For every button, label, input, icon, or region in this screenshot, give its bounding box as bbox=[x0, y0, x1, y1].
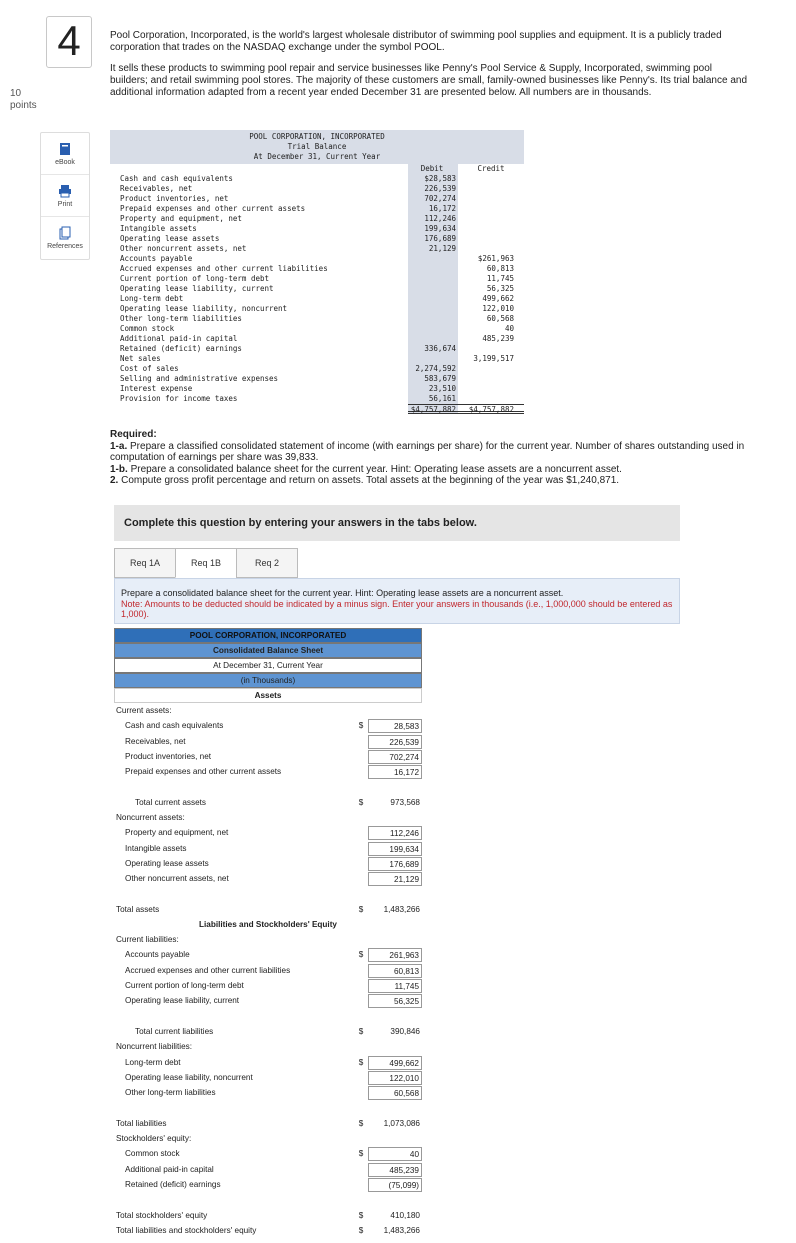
bs-row-total-current-liab bbox=[114, 1024, 422, 1039]
tb-credit: 60,813 bbox=[486, 264, 514, 273]
tb-row bbox=[110, 364, 524, 374]
tb-row bbox=[110, 294, 524, 304]
bs-title-statement: Consolidated Balance Sheet bbox=[114, 643, 422, 658]
bs-intangible-input[interactable]: 199,634 bbox=[368, 842, 422, 856]
bs-cash-input[interactable]: 28,583 bbox=[368, 719, 422, 733]
tb-credit bbox=[458, 234, 524, 244]
tb-account: Other long-term liabilities bbox=[120, 314, 242, 323]
bs-total-current-liab-label: Total current liabilities bbox=[135, 1026, 214, 1036]
tb-debit: 112,246 bbox=[408, 214, 458, 224]
required-1b bbox=[110, 464, 750, 476]
bs-oplnc-input[interactable]: 122,010 bbox=[368, 1071, 422, 1085]
bs-title-date: At December 31, Current Year bbox=[114, 658, 422, 673]
bs-total-assets-label: Total assets bbox=[116, 904, 160, 914]
bs-tcl-dollar: $ bbox=[358, 1026, 364, 1036]
print-icon bbox=[58, 184, 72, 198]
tb-title-date: At December 31, Current Year bbox=[253, 152, 381, 161]
bs-apic-input[interactable]: 485,239 bbox=[368, 1163, 422, 1177]
bs-receivables-input[interactable]: 226,539 bbox=[368, 735, 422, 749]
tb-debit bbox=[408, 284, 458, 294]
tb-account: Operating lease liability, noncurrent bbox=[120, 304, 288, 313]
tb-row bbox=[110, 184, 524, 194]
question-number: 4 bbox=[46, 16, 92, 68]
bs-total-current-assets-value: 973,568 bbox=[390, 797, 420, 807]
references-label: References bbox=[47, 243, 83, 250]
bs-cs-label[interactable]: Common stock bbox=[125, 1149, 180, 1159]
bs-row-cash bbox=[114, 718, 422, 733]
bs-row-total-se bbox=[114, 1208, 422, 1223]
bs-row-oplcur bbox=[114, 993, 422, 1008]
bs-tlse-dollar: $ bbox=[358, 1225, 364, 1235]
tb-credit: 499,662 bbox=[482, 294, 514, 303]
tb-account: Prepaid expenses and other current assets bbox=[120, 204, 306, 213]
tb-debit: 56,161 bbox=[408, 394, 458, 404]
required-section bbox=[110, 429, 750, 487]
points-value: 10 bbox=[10, 88, 22, 99]
bs-cpltd-label[interactable]: Current portion of long-term debt bbox=[125, 981, 244, 991]
required-1a bbox=[110, 441, 750, 464]
problem-text bbox=[110, 30, 750, 108]
bs-ltd-input[interactable]: 499,662 bbox=[368, 1056, 422, 1070]
bs-oplnc-label[interactable]: Operating lease liability, noncurrent bbox=[125, 1072, 253, 1082]
tb-credit bbox=[458, 194, 524, 204]
tb-debit bbox=[408, 264, 458, 274]
tb-credit bbox=[458, 244, 524, 254]
tb-total-credit: $4,757,882 bbox=[458, 404, 524, 414]
trial-balance bbox=[110, 130, 524, 414]
bs-row-ltd bbox=[114, 1055, 422, 1070]
tb-credit bbox=[458, 174, 524, 184]
tb-row bbox=[110, 394, 524, 404]
tb-credit bbox=[458, 184, 524, 194]
tb-row bbox=[110, 194, 524, 204]
tb-debit bbox=[408, 294, 458, 304]
tb-account: Accrued expenses and other current liabilities bbox=[120, 264, 328, 273]
tb-row bbox=[110, 324, 524, 334]
bs-cs-input[interactable]: 40 bbox=[368, 1147, 422, 1161]
ebook-button[interactable] bbox=[41, 133, 89, 175]
tab-req-2[interactable]: Req 2 bbox=[236, 548, 298, 578]
bs-row-ppe bbox=[114, 825, 422, 840]
references-button[interactable] bbox=[41, 217, 89, 259]
tb-credit: 11,745 bbox=[486, 274, 514, 283]
required-heading: Required: bbox=[110, 429, 157, 440]
tb-row bbox=[110, 234, 524, 244]
trial-balance-body bbox=[110, 164, 524, 414]
points-label: points bbox=[10, 100, 37, 111]
problem-paragraph-2: It sells these products to swimming pool repair and service businesses like Penny's Pool Service & Supply, Incorporated, swimming pool builders; and retail swimming pool stores. The majority of these customers are small, family-owned businesses like Penny's. Its trial balance and additional information adapted from a recent year ended December 31 are presented below. All numbers are in thousands. bbox=[110, 63, 748, 98]
problem-paragraph-1: Pool Corporation, Incorporated, is the world's largest wholesale distributor of swimming pool supplies and equipment. It is a publicly traded corporation that trades on the NASDAQ exchange under the symbol POOL. bbox=[110, 30, 722, 53]
complete-question-bar: Complete this question by entering your answers in the tabs below. bbox=[114, 505, 680, 541]
tb-debit: 199,634 bbox=[408, 224, 458, 234]
bs-cash-dollar: $ bbox=[358, 721, 364, 731]
tb-account: Intangible assets bbox=[120, 224, 197, 233]
bs-cpltd-input[interactable]: 11,745 bbox=[368, 979, 422, 993]
bs-ap-label[interactable]: Accounts payable bbox=[125, 950, 190, 960]
instructions-note: Note: Amounts to be deducted should be indicated by a minus sign. Enter your answers in thousands (i.e., 1,000,000 should be entered as 1,000). bbox=[121, 598, 673, 619]
tb-debit bbox=[408, 324, 458, 334]
tb-debit: 16,172 bbox=[408, 204, 458, 214]
bs-re-input[interactable]: (75,099) bbox=[368, 1178, 422, 1192]
bs-row-prepaid bbox=[114, 764, 422, 779]
bs-intangible-label[interactable]: Intangible assets bbox=[125, 843, 187, 853]
trial-balance-header bbox=[110, 130, 524, 164]
tb-credit bbox=[458, 384, 524, 394]
tb-row bbox=[110, 314, 524, 324]
required-1a-label: 1-a. bbox=[110, 440, 128, 452]
bs-row-apic bbox=[114, 1162, 422, 1177]
bs-tl-dollar: $ bbox=[358, 1118, 364, 1128]
tb-credit: 40 bbox=[504, 324, 514, 333]
bs-total-assets-value: 1,483,266 bbox=[383, 904, 420, 914]
bs-row-inventories bbox=[114, 749, 422, 764]
required-2-text: Compute gross profit percentage and return on assets. Total assets at the beginning of the year was $1,240,871. bbox=[121, 475, 620, 486]
tb-debit bbox=[408, 314, 458, 324]
tb-account: Property and equipment, net bbox=[120, 214, 242, 223]
resource-sidebar bbox=[40, 132, 90, 260]
tb-row bbox=[110, 304, 524, 314]
tb-credit bbox=[458, 364, 524, 374]
tb-debit bbox=[408, 274, 458, 284]
bs-oplcur-label[interactable]: Operating lease liability, current bbox=[125, 996, 240, 1006]
tb-credit bbox=[458, 394, 524, 404]
tb-debit-header: Debit bbox=[408, 164, 458, 174]
tb-account: Interest expense bbox=[120, 384, 193, 393]
tb-credit bbox=[458, 204, 524, 214]
bs-row-total-assets bbox=[114, 902, 422, 917]
tb-debit bbox=[408, 304, 458, 314]
bs-row-total-current-assets bbox=[114, 795, 422, 810]
bs-inventories-input[interactable]: 702,274 bbox=[368, 750, 422, 764]
tb-row bbox=[110, 254, 524, 264]
bs-other-nc-input[interactable]: 21,129 bbox=[368, 872, 422, 886]
bs-total-liab-value: 1,073,086 bbox=[383, 1118, 420, 1128]
bs-ltd-label[interactable]: Long-term debt bbox=[125, 1057, 181, 1067]
tb-debit bbox=[408, 354, 458, 364]
bs-row-other-nc bbox=[114, 871, 422, 886]
tb-account: Selling and administrative expenses bbox=[120, 374, 279, 383]
tb-row bbox=[110, 244, 524, 254]
tb-column-headers bbox=[110, 164, 524, 174]
bs-total-current-liab-value: 390,846 bbox=[390, 1026, 420, 1036]
answer-tabs bbox=[114, 548, 297, 578]
tb-account: Cash and cash equivalents bbox=[120, 174, 233, 183]
tb-credit: 485,239 bbox=[482, 334, 514, 343]
bs-row-oplease bbox=[114, 856, 422, 871]
bs-liab-header: Liabilities and Stockholders' Equity bbox=[199, 920, 337, 930]
bs-current-assets-label: Current assets: bbox=[116, 706, 172, 715]
bs-noncurrent-assets-label: Noncurrent assets: bbox=[116, 813, 185, 823]
bs-accrued-label[interactable]: Accrued expenses and other current liabilities bbox=[125, 965, 291, 975]
tb-account: Long-term debt bbox=[120, 294, 184, 303]
tb-title-name: Trial Balance bbox=[287, 142, 347, 151]
bs-total-se-label: Total stockholders' equity bbox=[116, 1210, 208, 1220]
tb-credit: 3,199,517 bbox=[473, 354, 514, 363]
tb-account: Receivables, net bbox=[120, 184, 193, 193]
bs-cs-dollar: $ bbox=[358, 1149, 364, 1159]
tb-debit bbox=[408, 254, 458, 264]
tb-row bbox=[110, 204, 524, 214]
bs-title-company: POOL CORPORATION, INCORPORATED bbox=[114, 628, 422, 643]
tb-row bbox=[110, 274, 524, 284]
bs-prepaid-input[interactable]: 16,172 bbox=[368, 765, 422, 779]
tb-account: Provision for income taxes bbox=[120, 394, 238, 403]
required-2 bbox=[110, 475, 750, 487]
bs-prepaid-label[interactable]: Prepaid expenses and other current assets bbox=[125, 767, 282, 777]
tb-account: Operating lease liability, current bbox=[120, 284, 274, 293]
points-info bbox=[10, 88, 54, 112]
tb-account: Cost of sales bbox=[120, 364, 179, 373]
required-1b-text: Prepare a consolidated balance sheet for the current year. Hint: Operating lease assets are a noncurrent asset. bbox=[130, 463, 622, 475]
tb-debit: 226,539 bbox=[408, 184, 458, 194]
tab-req-1a[interactable]: Req 1A bbox=[114, 548, 176, 578]
tb-row bbox=[110, 374, 524, 384]
tb-total-debit: $4,757,882 bbox=[408, 404, 458, 414]
ebook-label: eBook bbox=[55, 158, 75, 166]
bs-receivables-label[interactable]: Receivables, net bbox=[125, 736, 186, 746]
required-1b-label: 1-b. bbox=[110, 463, 128, 475]
bs-noncurrent-liab-label: Noncurrent liabilities: bbox=[116, 1042, 192, 1052]
tb-credit: 56,325 bbox=[486, 284, 514, 293]
bs-cash-label[interactable]: Cash and cash equivalents bbox=[125, 721, 224, 731]
tb-row bbox=[110, 264, 524, 274]
bs-ap-dollar: $ bbox=[358, 950, 364, 960]
print-button[interactable] bbox=[41, 175, 89, 217]
tb-credit: $261,963 bbox=[477, 254, 514, 263]
tb-row bbox=[110, 384, 524, 394]
tb-credit: 122,010 bbox=[482, 304, 514, 313]
bs-total-current-assets-label: Total current assets bbox=[135, 797, 206, 807]
references-icon bbox=[58, 226, 72, 240]
tb-account: Accounts payable bbox=[120, 254, 193, 263]
tb-row bbox=[110, 334, 524, 344]
bs-ta-dollar: $ bbox=[358, 904, 364, 914]
bs-total-se-value: 410,180 bbox=[390, 1210, 420, 1220]
bs-row-oplnc bbox=[114, 1070, 422, 1085]
bs-ap-input[interactable]: 261,963 bbox=[368, 948, 422, 962]
tb-credit bbox=[458, 224, 524, 234]
tb-account: Other noncurrent assets, net bbox=[120, 244, 247, 253]
required-2-label: 2. bbox=[110, 475, 119, 486]
bs-current-liab-label: Current liabilities: bbox=[116, 935, 179, 945]
tb-row bbox=[110, 284, 524, 294]
tb-credit: 60,568 bbox=[486, 314, 514, 323]
tb-credit bbox=[458, 214, 524, 224]
tb-debit: 23,510 bbox=[408, 384, 458, 394]
balance-sheet bbox=[114, 628, 422, 1238]
bs-total-lse-value: 1,483,266 bbox=[383, 1225, 420, 1235]
tb-title-company: POOL CORPORATION, INCORPORATED bbox=[249, 132, 385, 141]
bs-se-label: Stockholders' equity: bbox=[116, 1134, 192, 1144]
bs-inventories-label[interactable]: Product inventories, net bbox=[125, 751, 212, 761]
bs-row-intangible bbox=[114, 841, 422, 856]
bs-tse-dollar: $ bbox=[358, 1210, 364, 1220]
tb-row bbox=[110, 224, 524, 234]
tb-credit-header: Credit bbox=[477, 164, 505, 173]
tb-row bbox=[110, 354, 524, 364]
tb-debit: 336,674 bbox=[408, 344, 458, 354]
tb-debit: 2,274,592 bbox=[408, 364, 458, 374]
tb-debit: 21,129 bbox=[408, 244, 458, 254]
bs-other-nc-label[interactable]: Other noncurrent assets, net bbox=[125, 874, 229, 884]
tab-req-1b[interactable]: Req 1B bbox=[175, 548, 237, 578]
bs-otherlt-input[interactable]: 60,568 bbox=[368, 1086, 422, 1100]
bs-total-liab-label: Total liabilities bbox=[116, 1118, 167, 1128]
bs-row-total-liab bbox=[114, 1116, 422, 1131]
bs-ltd-dollar: $ bbox=[358, 1057, 364, 1067]
tb-debit: 702,274 bbox=[408, 194, 458, 204]
tb-row bbox=[110, 214, 524, 224]
bs-oplease-label[interactable]: Operating lease assets bbox=[125, 858, 209, 868]
bs-assets-header: Assets bbox=[114, 688, 422, 703]
bs-row-re bbox=[114, 1177, 422, 1192]
bs-row-accrued bbox=[114, 963, 422, 978]
tb-account: Operating lease assets bbox=[120, 234, 220, 243]
bs-row-cpltd bbox=[114, 978, 422, 993]
tb-account: Net sales bbox=[120, 354, 161, 363]
tb-debit: 583,679 bbox=[408, 374, 458, 384]
bs-apic-label[interactable]: Additional paid-in capital bbox=[125, 1164, 214, 1174]
bs-title-units: (in Thousands) bbox=[114, 673, 422, 688]
tb-debit bbox=[408, 334, 458, 344]
tb-debit: $28,583 bbox=[408, 174, 458, 184]
bs-ppe-input[interactable]: 112,246 bbox=[368, 826, 422, 840]
bs-row-receivables bbox=[114, 734, 422, 749]
instructions-text: Prepare a consolidated balance sheet for the current year. Hint: Operating lease assets are a noncurrent asset. bbox=[121, 588, 564, 598]
tb-account: Retained (deficit) earnings bbox=[120, 344, 242, 353]
bs-accrued-input[interactable]: 60,813 bbox=[368, 964, 422, 978]
bs-re-label[interactable]: Retained (deficit) earnings bbox=[125, 1179, 221, 1189]
required-1a-text: Prepare a classified consolidated statement of income (with earnings per share) for the current year. Number of shares outstanding used in computation of earnings per share was 39,833. bbox=[110, 440, 745, 463]
print-label: Print bbox=[57, 200, 73, 208]
tb-row bbox=[110, 344, 524, 354]
bs-row-otherlt bbox=[114, 1085, 422, 1100]
bs-otherlt-label[interactable]: Other long-term liabilities bbox=[125, 1088, 216, 1098]
tb-account: Additional paid-in capital bbox=[120, 334, 238, 343]
tb-account: Product inventories, net bbox=[120, 194, 229, 203]
tb-credit bbox=[458, 374, 524, 384]
tb-row bbox=[110, 174, 524, 184]
instructions-box bbox=[114, 578, 680, 624]
tb-total-row bbox=[110, 404, 524, 414]
bs-row-ap bbox=[114, 947, 422, 962]
tb-account: Current portion of long-term debt bbox=[120, 274, 270, 283]
tb-account: Common stock bbox=[120, 324, 175, 333]
tb-credit bbox=[458, 344, 524, 354]
bs-total-lse-label: Total liabilities and stockholders' equity bbox=[116, 1225, 257, 1235]
bs-tca-dollar: $ bbox=[358, 797, 364, 807]
bs-oplease-input[interactable]: 176,689 bbox=[368, 857, 422, 871]
bs-oplcur-input[interactable]: 56,325 bbox=[368, 994, 422, 1008]
bs-row-total-lse bbox=[114, 1223, 422, 1238]
tb-debit: 176,689 bbox=[408, 234, 458, 244]
bs-row-cs bbox=[114, 1146, 422, 1161]
bs-ppe-label[interactable]: Property and equipment, net bbox=[125, 828, 229, 838]
ebook-icon bbox=[58, 142, 72, 156]
